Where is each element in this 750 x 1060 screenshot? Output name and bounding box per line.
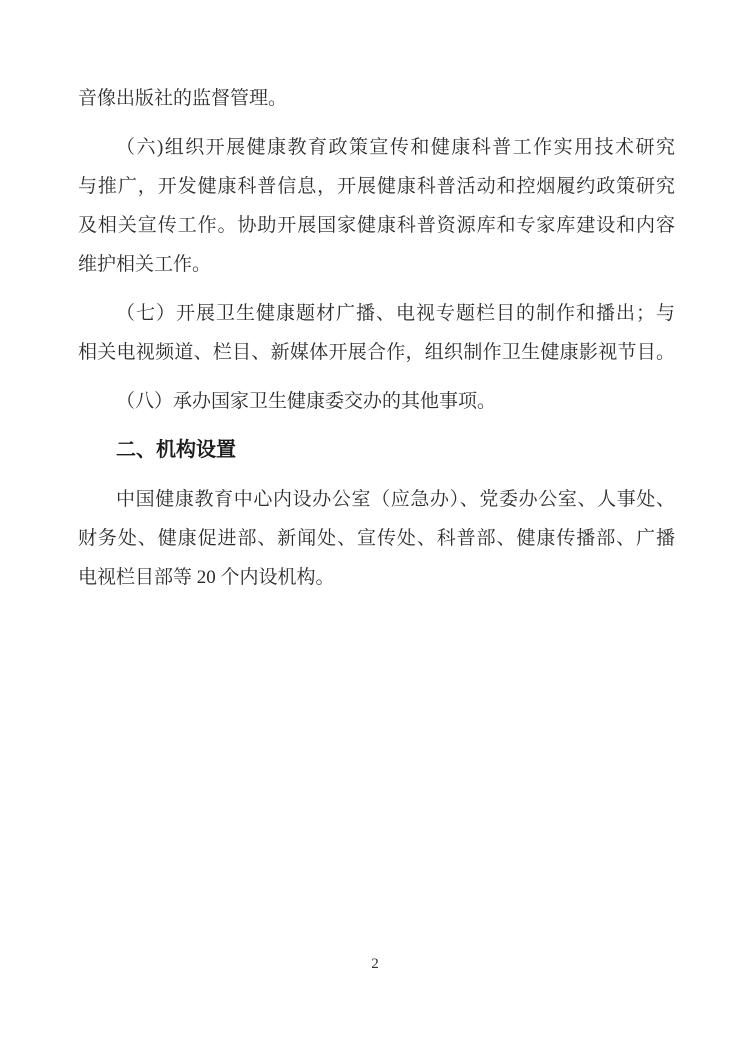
text-line: 财务处、健康促进部、新闻处、宣传处、科普部、健康传播部、广播 — [78, 528, 675, 549]
text-line: 电视栏目部等 20 个内设机构。 — [78, 567, 335, 588]
text-line: （六)组织开展健康教育政策宣传和健康科普工作实用技术研究 — [116, 137, 675, 158]
document-body — [78, 79, 675, 597]
text-line: （八）承办国家卫生健康委交办的其他事项。 — [116, 391, 497, 412]
page-number: 2 — [371, 956, 379, 972]
text-line: 维护相关工作。 — [78, 254, 212, 275]
text-line: （七）开展卫生健康题材广播、电视专题栏目的制作和播出；与 — [116, 303, 675, 324]
text-line: 与推广，开发健康科普信息，开展健康科普活动和控烟履约政策研究 — [78, 176, 675, 197]
text-line: 及相关宣传工作。协助开展国家健康科普资源库和专家库建设和内容 — [78, 215, 675, 236]
paragraph — [78, 128, 675, 284]
paragraph — [78, 382, 675, 421]
section-heading — [78, 431, 675, 470]
text-line: 中国健康教育中心内设办公室（应急办）、党委办公室、人事处、 — [116, 489, 675, 510]
text-line: 二、机构设置 — [116, 439, 236, 461]
paragraph — [78, 294, 675, 372]
paragraph — [78, 79, 675, 118]
text-line: 音像出版社的监督管理。 — [78, 88, 288, 109]
text-line: 相关电视频道、栏目、新媒体开展合作，组织制作卫生健康影视节目。 — [78, 342, 675, 363]
paragraph — [78, 480, 675, 597]
